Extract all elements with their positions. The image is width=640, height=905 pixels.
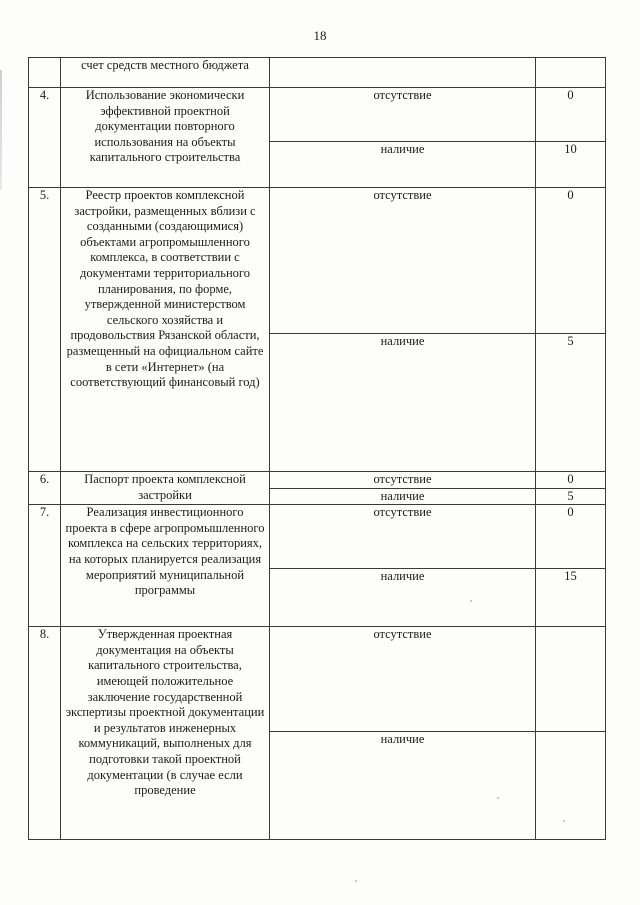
table-row (29, 188, 606, 334)
criteria-table (28, 57, 606, 840)
scan-edge-shadow (0, 70, 2, 190)
row-number: 5. (29, 188, 61, 472)
condition-present: наличие (270, 488, 536, 505)
score-present (536, 732, 606, 840)
score-absent: 0 (536, 472, 606, 489)
criterion-name: Паспорт проекта комплексной застройки (61, 472, 270, 505)
condition-absent: отсутствие (270, 88, 536, 142)
score-absent: 0 (536, 88, 606, 142)
criterion-name: Утвержденная проектная документация на объекты капитального строительства, имеющей положительное заключение государственной экспертизы проектной документации и результатов инженерных коммуникаций, выполненых для подготовки такой проектной документации (в случае если проведение (61, 627, 270, 840)
condition-cell (270, 58, 536, 88)
table-row (29, 472, 606, 489)
criterion-name: Реализация инвестиционного проекта в сфере агропромышленного комплекса на сельских территориях, на которых планируется реализация мероприятий муниципальной программы (61, 505, 270, 627)
score-present: 5 (536, 488, 606, 505)
scan-speck (355, 880, 357, 882)
page-number: 18 (313, 28, 327, 43)
condition-present: наличие (270, 569, 536, 627)
row-number: 4. (29, 88, 61, 188)
condition-absent: отсутствие (270, 505, 536, 569)
scan-speck (563, 820, 565, 822)
row-number (29, 58, 61, 88)
scan-speck (497, 797, 499, 799)
condition-present: наличие (270, 142, 536, 188)
table-row (29, 627, 606, 732)
criterion-name: Реестр проектов комплексной застройки, размещенных вблизи с созданными (создающимися) объектами агропромышленного комплекса, в соответствии с документами территориального планирования, по форме, утвержденной министерством сельского хозяйства и продовольствия Рязанской области, размещенный на официальном сайте в сети «Интернет» (на соответствующий финансовый год) (61, 188, 270, 472)
table-row (29, 88, 606, 142)
row-number: 7. (29, 505, 61, 627)
criterion-name: счет средств местного бюджета (61, 58, 270, 88)
criterion-name: Использование экономически эффективной проектной документации повторного использования на объекты капитального строительства (61, 88, 270, 188)
score-present: 10 (536, 142, 606, 188)
score-present: 15 (536, 569, 606, 627)
condition-present: наличие (270, 732, 536, 840)
condition-absent: отсутствие (270, 188, 536, 334)
scan-speck (470, 600, 472, 602)
table-row (29, 505, 606, 569)
score-absent (536, 627, 606, 732)
score-present: 5 (536, 334, 606, 472)
row-number: 6. (29, 472, 61, 505)
condition-absent: отсутствие (270, 472, 536, 489)
row-number: 8. (29, 627, 61, 840)
table-row-continuation (29, 58, 606, 88)
score-absent: 0 (536, 188, 606, 334)
score-cell (536, 58, 606, 88)
score-absent: 0 (536, 505, 606, 569)
condition-present: наличие (270, 334, 536, 472)
condition-absent: отсутствие (270, 627, 536, 732)
